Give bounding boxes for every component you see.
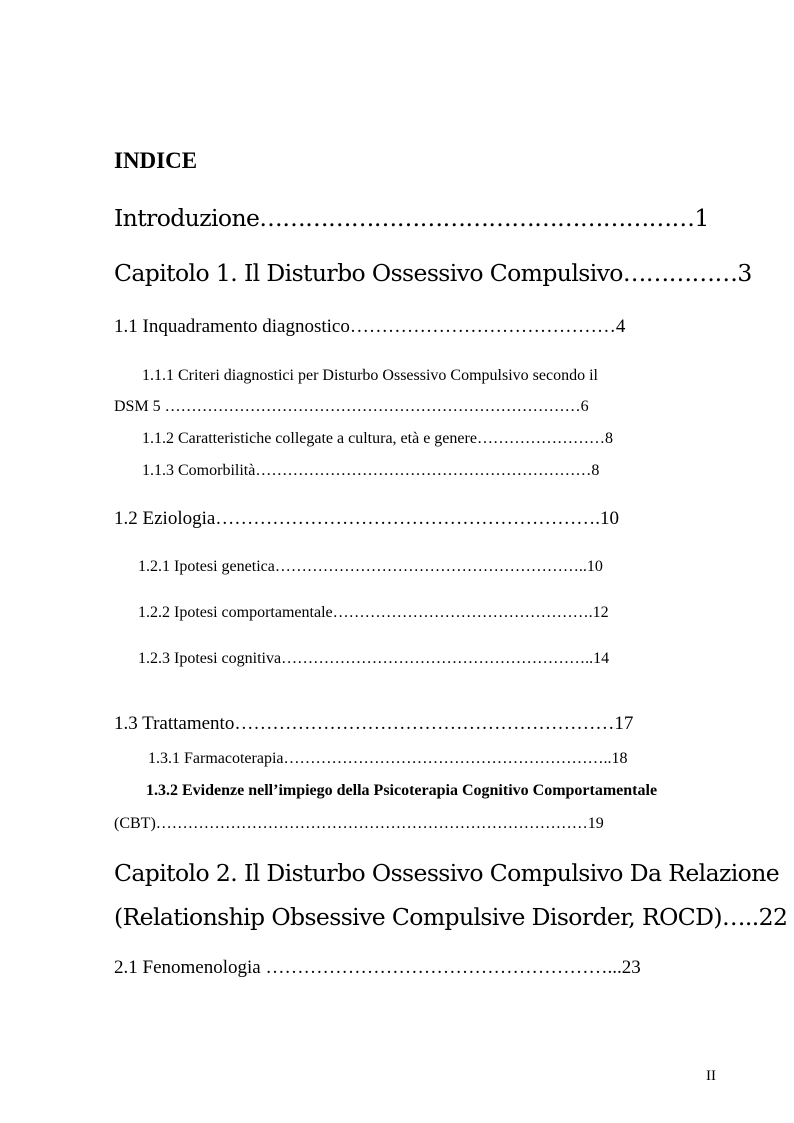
toc-heading: INDICE xyxy=(114,148,198,173)
toc-entry-capitolo-2-cont: (Relationship Obsessive Compulsive Disorder, ROCD)…..22 xyxy=(114,903,788,931)
toc-entry-1-3-2: 1.3.2 Evidenze nell’impiego della Psicoterapia Cognitivo Comportamentale xyxy=(146,782,658,799)
toc-entry-1-2-1: 1.2.1 Ipotesi genetica…………………………………………………..10 xyxy=(138,558,603,575)
toc-entry-1-3-2-cont: (CBT)………………………………………………………………………19 xyxy=(114,815,604,832)
toc-entry-1-1-2: 1.1.2 Caratteristiche collegate a cultura, età e genere……………………8 xyxy=(142,430,613,447)
toc-entry-1-2: 1.2 Eziologia…………………………………………………….10 xyxy=(114,508,620,529)
toc-entry-1-2-3: 1.2.3 Ipotesi cognitiva…………………………………………………..14 xyxy=(138,650,610,667)
toc-entry-capitolo-1: Capitolo 1. Il Disturbo Ossessivo Compulsivo……………3 xyxy=(114,259,752,287)
toc-entry-1-1-3: 1.1.3 Comorbilità………………………………………………………8 xyxy=(142,462,600,479)
toc-entry-1-3-1: 1.3.1 Farmacoterapia……………………………………………………..18 xyxy=(148,750,628,767)
toc-entry-2-1: 2.1 Fenomenologia ………………………………………………...23 xyxy=(114,957,641,978)
toc-entry-introduzione: Introduzione…………………………………………………1 xyxy=(114,204,709,232)
page-number: II xyxy=(706,1068,716,1084)
toc-entry-1-2-2: 1.2.2 Ipotesi comportamentale………………………………………….12 xyxy=(138,604,609,621)
toc-entry-1-1: 1.1 Inquadramento diagnostico……………………………………4 xyxy=(114,316,626,337)
toc-entry-1-1-1: 1.1.1 Criteri diagnostici per Disturbo Ossessivo Compulsivo secondo il xyxy=(142,367,598,384)
toc-entry-1-1-1-cont: DSM 5 ……………………………………………………………………6 xyxy=(114,398,589,415)
toc-entry-1-3: 1.3 Trattamento……………………………………………………17 xyxy=(114,713,634,734)
toc-entry-capitolo-2: Capitolo 2. Il Disturbo Ossessivo Compulsivo Da Relazione xyxy=(114,859,780,887)
